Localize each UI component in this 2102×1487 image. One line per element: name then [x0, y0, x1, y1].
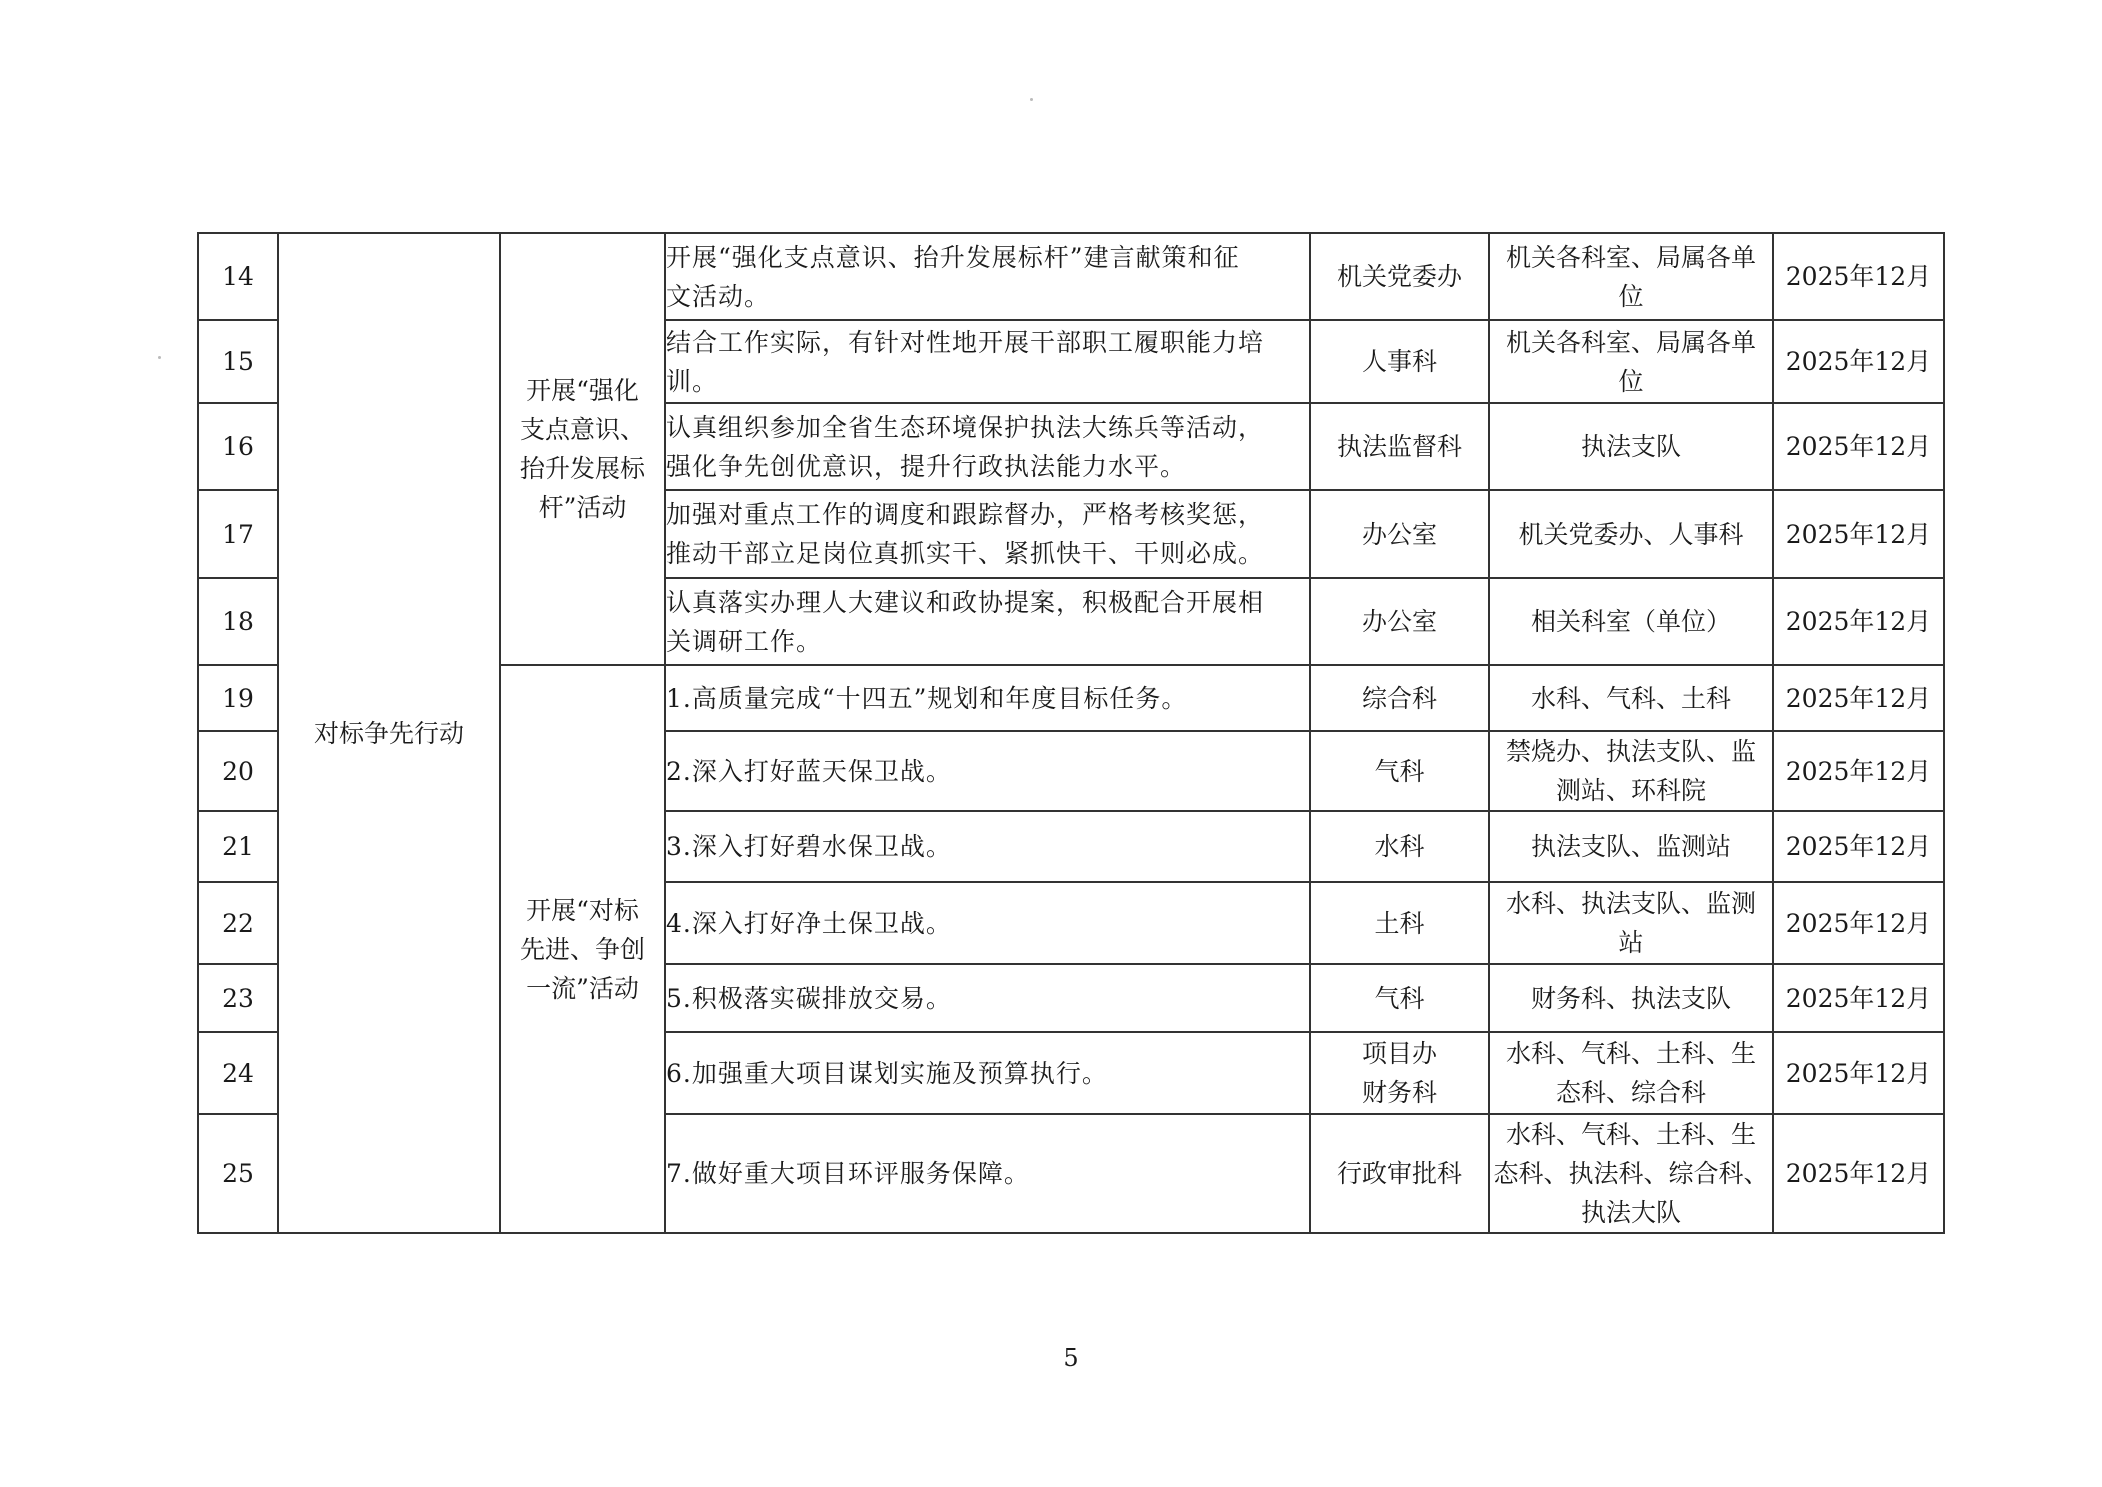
coop-line: 测站、环科院: [1555, 776, 1706, 805]
task-line: 加强对重点工作的调度和跟踪督办，严格考核奖惩，: [666, 500, 1265, 529]
row-number: 24: [198, 1032, 278, 1114]
lead-unit: [1310, 403, 1489, 490]
coop-line: 水科、气科、土科: [1530, 683, 1731, 713]
task-cell: [665, 403, 1310, 490]
coop-line: 态科、执法科、综合科、: [1493, 1159, 1769, 1188]
task-line: 1.高质量完成“十四五”规划和年度目标任务。: [666, 683, 1188, 713]
deadline: 2025年12月: [1773, 731, 1944, 811]
task-line: 强化争先创优意识，提升行政执法能力水平。: [666, 451, 1187, 481]
coop-line: 相关科室（单位）: [1530, 607, 1731, 636]
deadline: 2025年12月: [1773, 320, 1944, 403]
lead-line: 办公室: [1361, 607, 1437, 636]
coop-line: 机关各科室、局属各单: [1505, 242, 1756, 272]
lead-unit: [1310, 320, 1489, 403]
task-cell: [665, 233, 1310, 320]
deadline: 2025年12月: [1773, 1114, 1944, 1233]
action-category: 对标争先行动: [278, 233, 500, 1233]
lead-line: 人事科: [1361, 347, 1437, 376]
scan-speck: [158, 356, 161, 359]
activity-line: 支点意识、: [519, 415, 645, 444]
coop-line: 位: [1618, 366, 1644, 396]
activity-line: 开展“强化: [526, 376, 639, 405]
task-line: 5.积极落实碳排放交易。: [666, 983, 952, 1013]
task-line: 结合工作实际，有针对性地开展干部职工履职能力培: [666, 327, 1265, 357]
coop-line: 水科、执法支队、监测: [1505, 889, 1756, 918]
scan-speck: [1030, 98, 1033, 101]
activity-line: 开展“对标: [526, 895, 639, 925]
cooperating-units: [1489, 811, 1773, 882]
task-line: 6.加强重大项目谋划实施及预算执行。: [666, 1058, 1108, 1088]
task-cell: [665, 731, 1310, 811]
task-cell: [665, 964, 1310, 1032]
deadline: 2025年12月: [1773, 1032, 1944, 1114]
lead-line: 水科: [1374, 832, 1425, 861]
task-line: 认真落实办理人大建议和政协提案，积极配合开展相: [666, 587, 1265, 617]
deadline: 2025年12月: [1773, 403, 1944, 490]
lead-line: 执法监督科: [1336, 432, 1462, 461]
lead-unit: [1310, 811, 1489, 882]
coop-line: 执法支队: [1580, 432, 1681, 461]
lead-unit: [1310, 882, 1489, 964]
deadline: 2025年12月: [1773, 964, 1944, 1032]
lead-line: 项目办: [1361, 1039, 1437, 1068]
deadline: 2025年12月: [1773, 233, 1944, 320]
row-number: 18: [198, 578, 278, 665]
coop-line: 执法支队、监测站: [1530, 832, 1731, 861]
lead-line: 办公室: [1361, 519, 1437, 549]
cooperating-units: [1489, 1114, 1773, 1233]
lead-line: 财务科: [1361, 1078, 1437, 1107]
cooperating-units: [1489, 882, 1773, 964]
activity-line: 先进、争创: [519, 934, 645, 964]
lead-line: 综合科: [1361, 683, 1437, 713]
task-table: [197, 232, 1945, 1234]
lead-unit: [1310, 1114, 1489, 1233]
lead-line: 土科: [1374, 908, 1425, 938]
task-cell: [665, 1032, 1310, 1114]
row-number: 22: [198, 882, 278, 964]
deadline: 2025年12月: [1773, 665, 1944, 731]
lead-unit: [1310, 731, 1489, 811]
lead-unit: [1310, 578, 1489, 665]
row-number: 19: [198, 665, 278, 731]
task-line: 3.深入打好碧水保卫战。: [666, 832, 952, 861]
coop-line: 水科、气科、土科、生: [1505, 1039, 1756, 1068]
coop-line: 禁烧办、执法支队、监: [1505, 737, 1756, 766]
lead-line: 气科: [1374, 756, 1425, 786]
lead-unit: [1310, 964, 1489, 1032]
coop-line: 水科、气科、土科、生: [1505, 1120, 1756, 1149]
row-number: 25: [198, 1114, 278, 1233]
deadline: 2025年12月: [1773, 882, 1944, 964]
coop-line: 财务科、执法支队: [1530, 983, 1731, 1013]
cooperating-units: [1489, 578, 1773, 665]
activity-line: 一流”活动: [526, 973, 639, 1003]
task-cell: [665, 490, 1310, 578]
task-cell: [665, 811, 1310, 882]
activity-line: 杆”活动: [538, 493, 627, 522]
deadline: 2025年12月: [1773, 811, 1944, 882]
coop-line: 态科、综合科: [1555, 1078, 1706, 1107]
lead-unit: [1310, 233, 1489, 320]
task-line: 4.深入打好净土保卫战。: [666, 908, 952, 938]
lead-unit: [1310, 665, 1489, 731]
task-line: 认真组织参加全省生态环境保护执法大练兵等活动，: [666, 412, 1265, 442]
row-number: 16: [198, 403, 278, 490]
activity-cell: [500, 665, 665, 1233]
lead-line: 行政审批科: [1336, 1159, 1462, 1188]
cooperating-units: [1489, 320, 1773, 403]
deadline: 2025年12月: [1773, 578, 1944, 665]
lead-unit: [1310, 490, 1489, 578]
lead-unit: [1310, 1032, 1489, 1114]
cooperating-units: [1489, 403, 1773, 490]
coop-line: 执法大队: [1580, 1198, 1681, 1227]
coop-line: 位: [1618, 281, 1644, 311]
cooperating-units: [1489, 233, 1773, 320]
task-line: 关调研工作。: [666, 626, 823, 656]
deadline: 2025年12月: [1773, 490, 1944, 578]
cooperating-units: [1489, 490, 1773, 578]
activity-cell: [500, 233, 665, 665]
cooperating-units: [1489, 964, 1773, 1032]
table-row: [198, 233, 1944, 320]
task-cell: [665, 320, 1310, 403]
task-line: 开展“强化支点意识、抬升发展标杆”建言献策和征: [666, 242, 1240, 272]
coop-line: 机关党委办、人事科: [1518, 519, 1744, 549]
row-number: 23: [198, 964, 278, 1032]
lead-line: 机关党委办: [1336, 262, 1462, 291]
coop-line: 站: [1618, 928, 1644, 957]
cooperating-units: [1489, 665, 1773, 731]
task-line: 2.深入打好蓝天保卫战。: [666, 756, 952, 786]
cooperating-units: [1489, 731, 1773, 811]
task-line: 文活动。: [666, 281, 771, 311]
coop-line: 机关各科室、局属各单: [1505, 327, 1756, 357]
task-cell: [665, 882, 1310, 964]
task-line: 训。: [666, 366, 719, 396]
row-number: 17: [198, 490, 278, 578]
lead-line: 气科: [1374, 983, 1425, 1013]
task-cell: [665, 1114, 1310, 1233]
row-number: 15: [198, 320, 278, 403]
row-number: 21: [198, 811, 278, 882]
cooperating-units: [1489, 1032, 1773, 1114]
task-line: 7.做好重大项目环评服务保障。: [666, 1159, 1030, 1188]
row-number: 14: [198, 233, 278, 320]
task-cell: [665, 665, 1310, 731]
task-cell: [665, 578, 1310, 665]
row-number: 20: [198, 731, 278, 811]
activity-line: 抬升发展标: [519, 454, 645, 483]
task-line: 推动干部立足岗位真抓实干、紧抓快干、干则必成。: [666, 539, 1265, 568]
page-number: 5: [1063, 1344, 1079, 1372]
